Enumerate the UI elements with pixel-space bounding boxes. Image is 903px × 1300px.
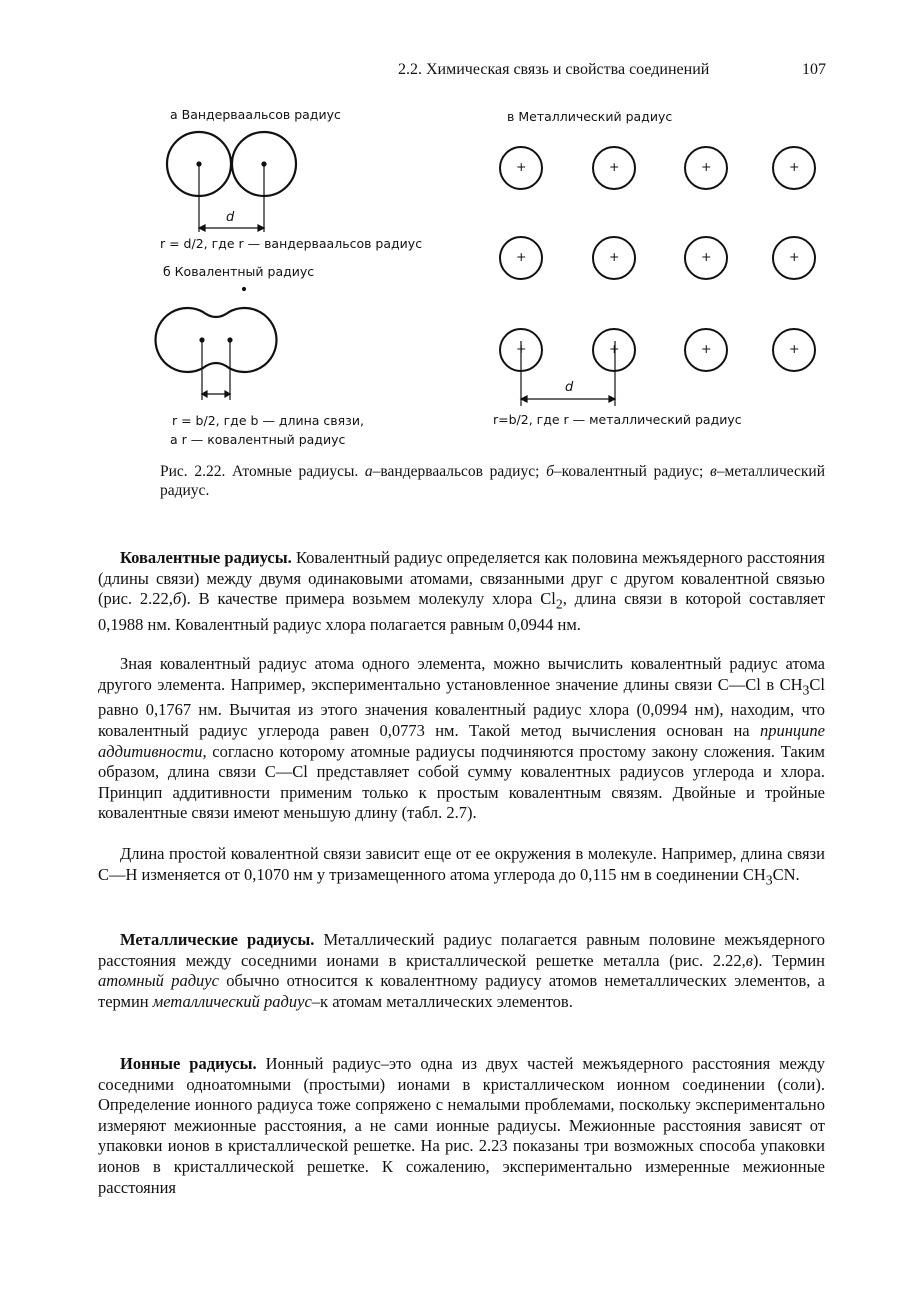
paragraph-ionic	[98, 1054, 825, 1198]
section-title: 2.2. Химическая связь и свойства соединений	[398, 61, 710, 78]
metal-title: в Металлический радиус	[507, 109, 673, 124]
p4-text3: обычно относится к ковалентному радиусу атомов неметаллических элементов, а термин	[98, 971, 826, 1011]
page-number: 107	[802, 61, 826, 78]
p4-ref: в	[745, 950, 753, 970]
p3-sub: 3	[765, 871, 773, 887]
caption-label: Рис. 2.22. Атомные радиусы.	[160, 463, 359, 480]
caption-c: в	[710, 463, 717, 480]
plus-sign: +	[609, 159, 620, 174]
p4-italic1: атомный радиус	[98, 971, 219, 991]
caption-b-text: –ковалентный радиус;	[553, 463, 704, 480]
p5-text1: Ионный радиус–это одна из двух частей межъядерного расстояния между соседними одноатомными (простыми) ионами в кристаллическом ионном соединении (соли). Определение ионного радиуса тоже сопряжено с немалыми проблемами, поскольку экспериментально измеряют межионные расстояния, а не сами ионные радиусы. Межионные расстояния зависят от упаковки ионов в кристаллической решетке. На рис. 2.23 показаны три возможных способа упаковки ионов в кристаллической решетке. К сожалению, экспериментально измеренные межионные расстояния	[98, 1054, 825, 1197]
p4-text4: –к атомам металлических элементов.	[311, 991, 573, 1011]
plus-sign: +	[609, 341, 620, 356]
caption-a: а	[364, 463, 373, 480]
heading-metallic: Металлические радиусы.	[120, 930, 315, 949]
p2-sub: 3	[802, 681, 810, 697]
covalent-molecule	[156, 308, 277, 372]
caption-a-text: –вандерваальсов радиус;	[372, 463, 540, 480]
plus-sign: +	[701, 249, 712, 264]
covalent-formula-2: а r — ковалентный радиус	[170, 432, 346, 447]
plus-sign: +	[516, 249, 527, 264]
atomic-radii-diagram	[0, 0, 903, 460]
metal-dimension	[521, 341, 615, 406]
p4-text1: Металлический радиус полагается равным половине межъядерного расстояния между соседними ионами в кристаллической решетке металла (рис. 2.22,	[98, 930, 825, 970]
caption-c-text: –металлический радиус.	[160, 463, 826, 499]
plus-sign: +	[789, 249, 800, 264]
plus-sign: +	[789, 159, 800, 174]
p2-italic: принципе аддитивности	[98, 721, 825, 761]
vdw-atoms	[167, 132, 296, 196]
paragraph-covalent	[98, 548, 825, 636]
metal-lattice	[500, 147, 815, 371]
metal-formula: r=b/2, где r — металлический радиус	[493, 412, 742, 427]
p2-text2: Cl равно 0,1767 нм. Вычитая из этого значения ковалентный радиус хлора (0,0994 нм), находим, что ковалентный радиус углерода равен 0,0773 нм. Такой метод вычисления основан на	[98, 674, 825, 741]
covalent-title: б Ковалентный радиус	[163, 264, 315, 279]
metal-d-label: d	[565, 380, 574, 395]
plus-sign: +	[701, 341, 712, 356]
p1-text1: Ковалентный радиус определяется как половина межъядерного расстояния (длины связи) между двумя одинаковыми атомами, связанными друг с другом ковалентной связью (рис. 2.22,	[98, 548, 825, 609]
heading-ionic: Ионные радиусы.	[120, 1054, 257, 1073]
figure-2-22	[0, 0, 903, 460]
vdw-d-label: d	[226, 210, 235, 225]
paragraph-metallic	[98, 930, 825, 1012]
figure-caption	[160, 462, 825, 500]
heading-covalent: Ковалентные радиусы.	[120, 548, 292, 567]
covalent-dimension	[200, 288, 246, 401]
p4-italic2: металлический радиус	[152, 991, 312, 1011]
paragraph-additivity	[98, 654, 825, 824]
p4-text2: ). Термин	[752, 950, 826, 970]
p1-ref: б	[172, 589, 182, 609]
plus-sign: +	[516, 159, 527, 174]
paragraph-bond-length	[98, 844, 825, 890]
plus-sign: +	[516, 341, 527, 356]
plus-sign: +	[609, 249, 620, 264]
covalent-formula-1: r = b/2, где b — длина связи,	[172, 413, 364, 428]
p3-text2: CN.	[772, 864, 800, 884]
plus-sign: +	[789, 341, 800, 356]
vdw-title: а Вандерваальсов радиус	[170, 107, 341, 122]
caption-b: б	[546, 463, 554, 480]
p1-sub: 2	[555, 596, 563, 612]
p1-text1-end: ). В качестве примера возьмем молекулу хлора Cl	[181, 589, 556, 609]
vdw-formula: r = d/2, где r — вандерваальсов радиус	[160, 236, 423, 251]
p2-text3: , согласно которому атомные радиусы подчиняются простому закону сложения. Таким образом, длина связи C—Cl представляет собой сумму ковалентных радиусов углерода и хлора. Принцип аддитивности применим только к простым ковалентным связям. Двойные и тройные ковалентные связи имеют меньшую длину (табл. 2.7).	[98, 741, 825, 823]
p1-text2: , длина связи в которой составляет 0,1988 нм. Ковалентный радиус хлора полагается равным 0,0944 нм.	[98, 589, 825, 635]
p2-text1: Зная ковалентный радиус атома одного элемента, можно вычислить ковалентный радиус атома другого элемента. Например, экспериментально установленное значение длины связи C—Cl в CH	[98, 654, 825, 694]
plus-sign: +	[701, 159, 712, 174]
p3-text1: Длина простой ковалентной связи зависит еще от ее окружения в молекуле. Например, длина связи C—H изменяется от 0,1070 нм у тризамещенного атома углерода до 0,115 нм в соединении CH	[98, 844, 825, 884]
